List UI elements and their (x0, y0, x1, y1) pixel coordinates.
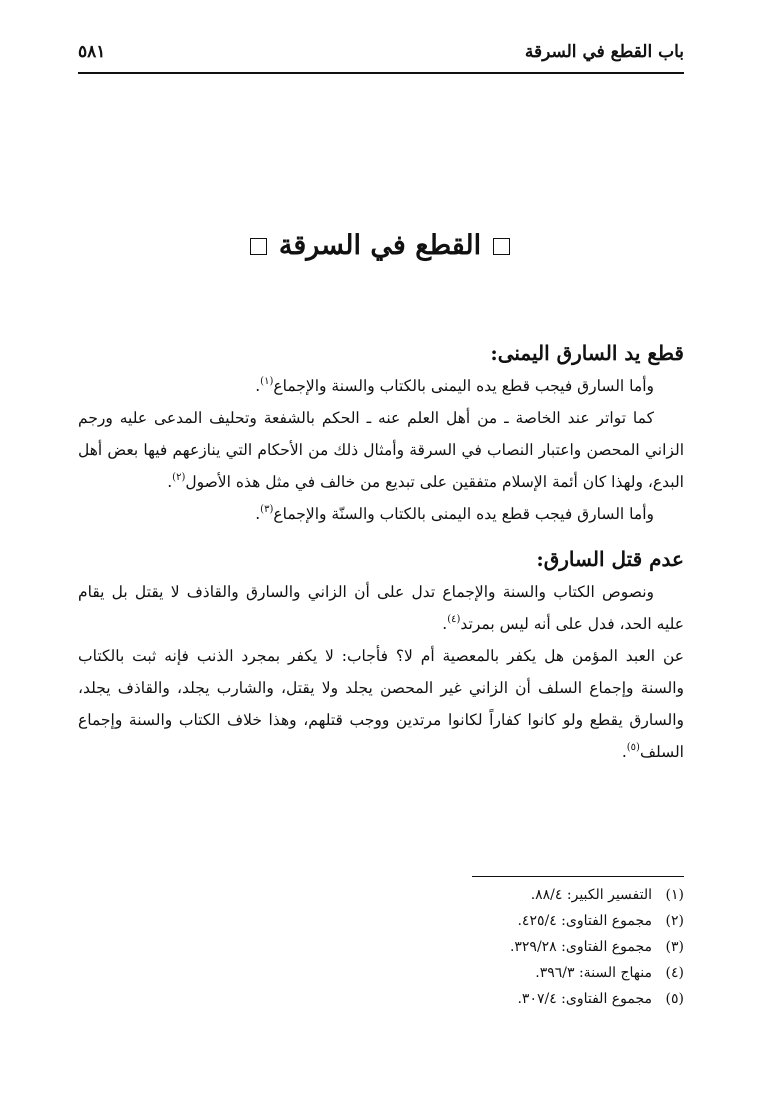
paragraph-end: . (255, 377, 261, 395)
footnote-ref: (٢) (172, 472, 186, 483)
footnote-number: (٣) (665, 939, 684, 955)
footnote-item (284, 882, 684, 908)
paragraph-text: وأما السارق فيجب قطع يده اليمنى بالكتاب والسنّة والإجماع (273, 505, 654, 523)
footnote-text: مجموع الفتاوى: ٣٠٧/٤. (517, 991, 652, 1007)
running-head (78, 42, 684, 72)
section-heading-not-killing-thief: عدم قتل السارق: (536, 547, 684, 571)
paragraph-text: كما تواتر عند الخاصة ـ من أهل العلم عنه ـ الحكم بالشفعة وتحليف المدعى عليه ورجم الزاني المحصن واعتبار النصاب في السرقة وأمثال ذلك من الأحكام التي ينازعهم فيها بعض أهل البدع، ولهذا كان أئمة الإسلام متفقين على تبديع من خالف في مثل هذه الأصول (78, 409, 684, 491)
paragraph (78, 576, 684, 640)
footnote-item (284, 934, 684, 960)
footnote-item (284, 908, 684, 934)
footnote-text: التفسير الكبير: ٨٨/٤. (530, 887, 652, 903)
running-head-title: باب القطع في السرقة (524, 42, 684, 62)
paragraph (78, 640, 684, 768)
footnote-number: (١) (665, 887, 684, 903)
footnote-text: مجموع الفتاوى: ٤٢٥/٤. (517, 913, 652, 929)
paragraph (78, 402, 684, 498)
paragraph (78, 498, 684, 530)
page-number: ٥٨١ (78, 42, 106, 62)
chapter-title-text: القطع في السرقة (278, 230, 482, 261)
footnote-ref: (٥) (626, 742, 640, 753)
chapter-title (0, 230, 760, 261)
paragraph-text: عن العبد المؤمن هل يكفر بالمعصية أم لا؟ فأجاب: لا يكفر بمجرد الذنب فإنه ثبت بالكتاب والسنة وإجماع السلف أن الزاني غير المحصن يجلد ولا يقتل، والشارب يجلد، والقاذف يجلد، والسارق يقطع ولو كانوا كفاراً لكانوا مرتدين ووجب قتلهم، وهذا خلاف الكتاب والسنة وإجماع السلف (78, 647, 684, 761)
footnote-text: مجموع الفتاوى: ٣٢٩/٢٨. (509, 939, 652, 955)
footnote-ref: (٤) (447, 614, 461, 625)
paragraph-text: ونصوص الكتاب والسنة والإجماع تدل على أن الزاني والسارق والقاذف لا يقتل بل يقام عليه الحد، فدل على أنه ليس بمرتد (78, 583, 684, 633)
footnote-ref: (٣) (260, 504, 274, 515)
footnote-item (284, 960, 684, 986)
footnote-ref: (١) (260, 376, 274, 387)
footnote-number: (٥) (665, 991, 684, 1007)
ornament-box-icon (250, 238, 267, 255)
paragraph-end: . (442, 615, 448, 633)
footnote-text: منهاج السنة: ٣٩٦/٣. (535, 965, 652, 981)
body-text (78, 336, 684, 768)
paragraph-end: . (167, 473, 173, 491)
paragraph-text: وأما السارق فيجب قطع يده اليمنى بالكتاب والسنة والإجماع (273, 377, 654, 395)
paragraph-end: . (621, 743, 627, 761)
footnote-item (284, 986, 684, 1012)
footnote-number: (٢) (665, 913, 684, 929)
section-heading-cutting-right-hand: قطع يد السارق اليمنى: (490, 341, 684, 365)
running-head-rule (78, 72, 684, 74)
paragraph-end: . (255, 505, 261, 523)
footnotes (284, 882, 684, 1012)
paragraph (78, 370, 684, 402)
ornament-box-icon (493, 238, 510, 255)
footnote-rule (472, 876, 684, 877)
footnote-number: (٤) (665, 965, 684, 981)
